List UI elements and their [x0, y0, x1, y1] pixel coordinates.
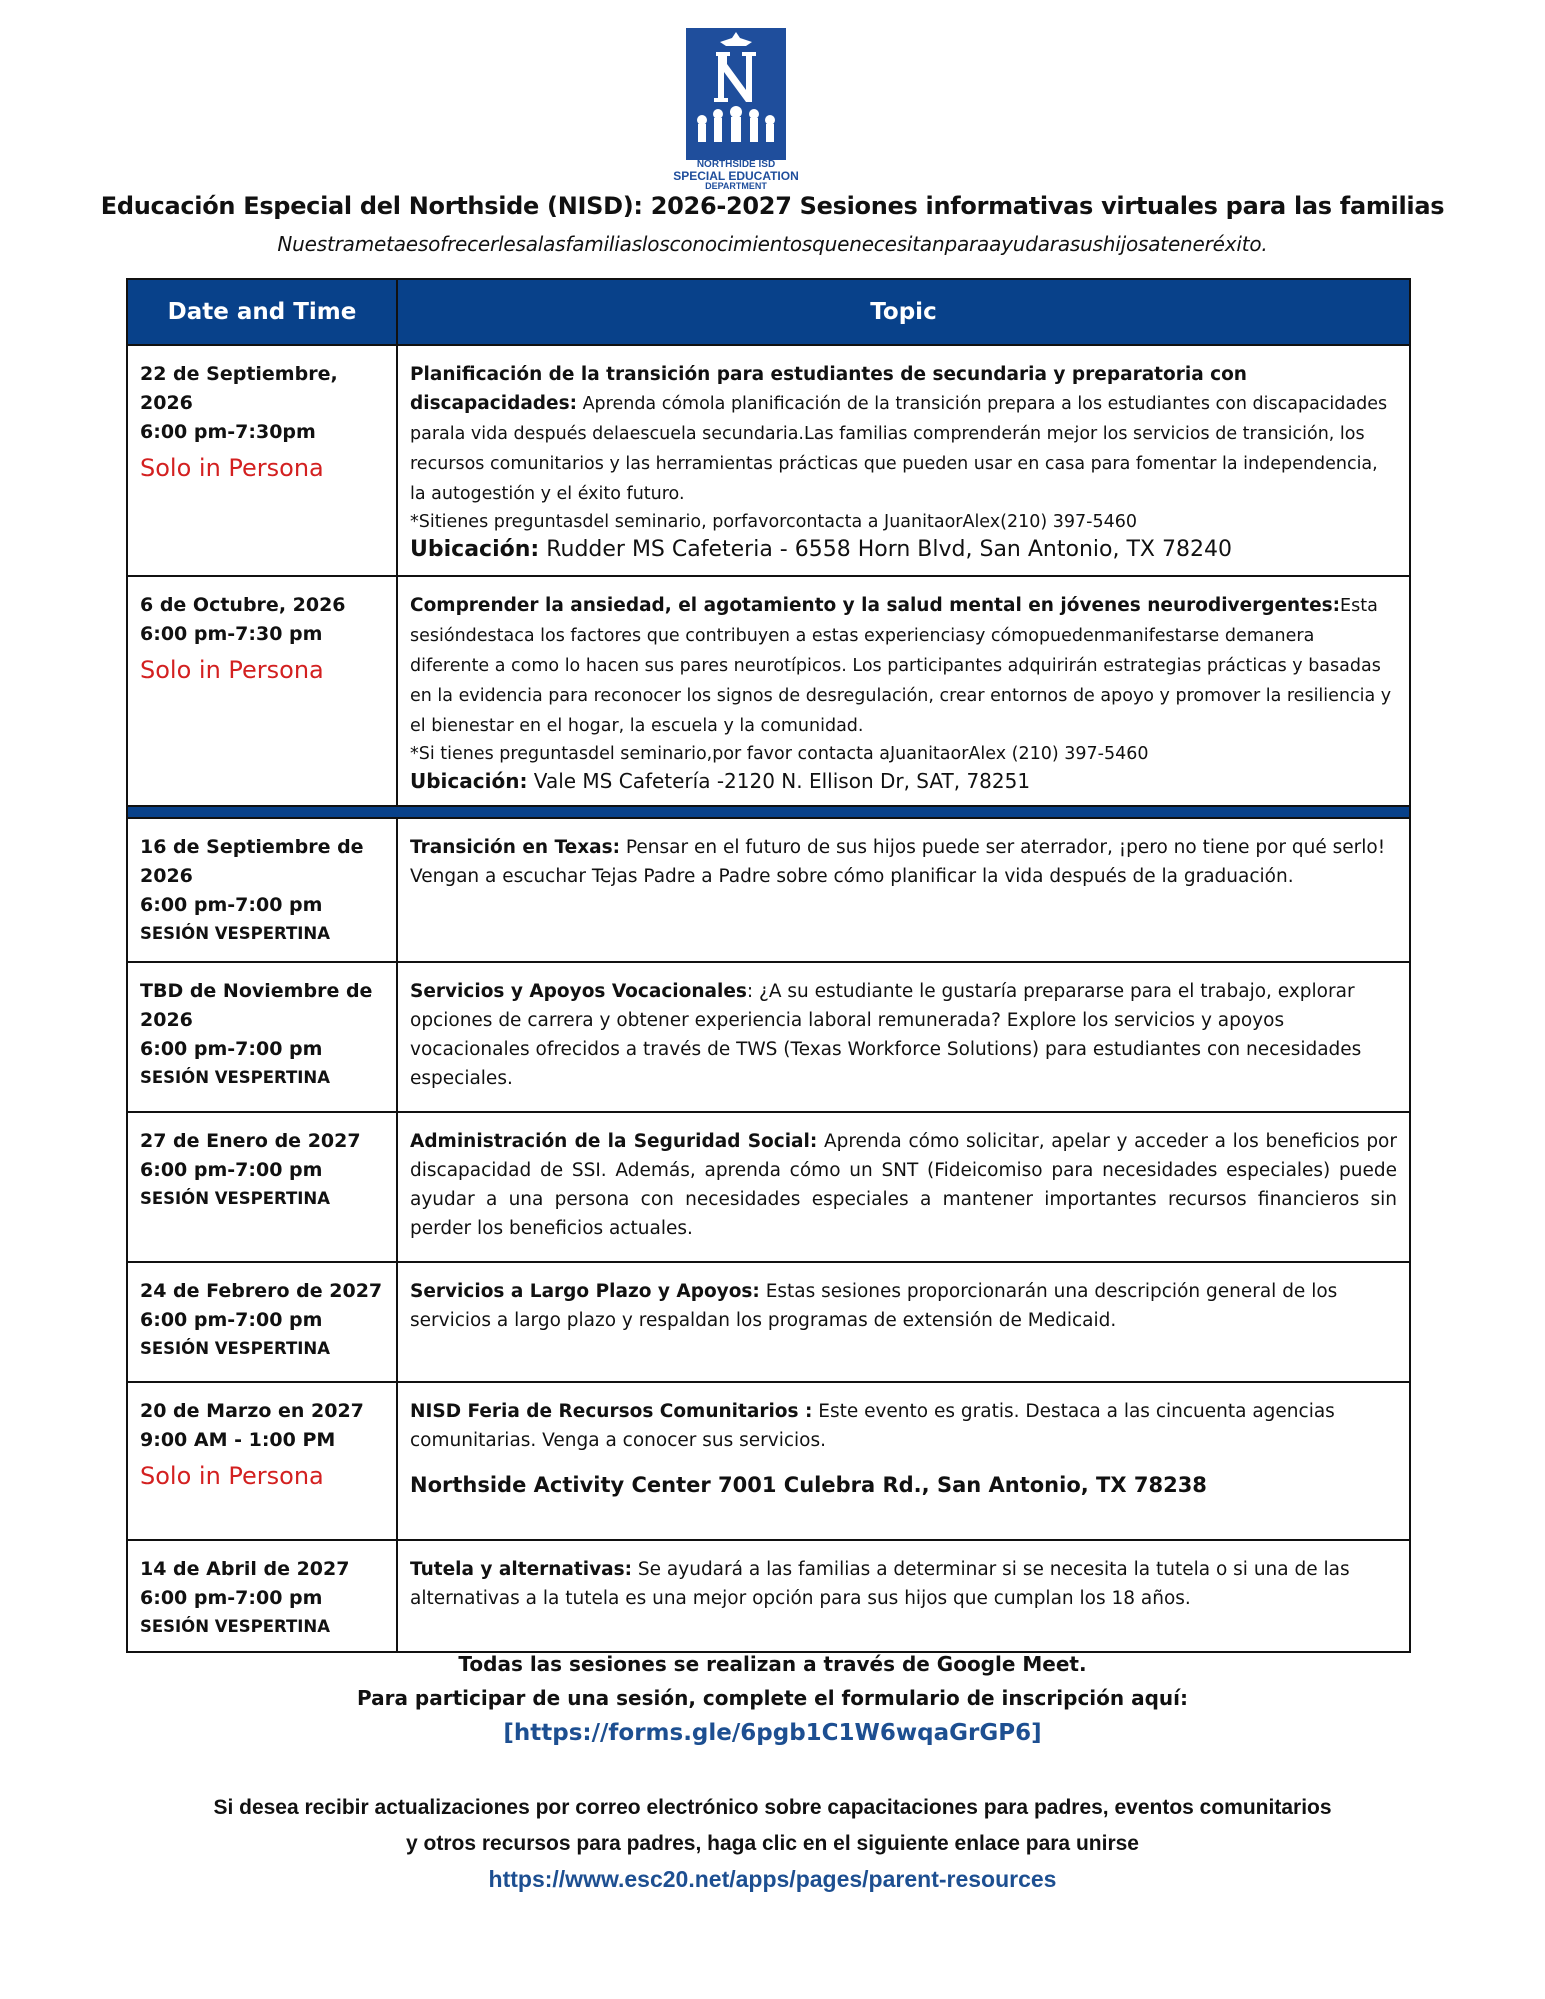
table-header-row	[127, 279, 1410, 345]
topic-cell	[397, 1262, 1410, 1382]
topic-description: Se ayudará a las familias a determinar si se necesita la tutela o si una de las alternativas a la tutela es una mejor opción para sus hijos que cumplan los 18 años.	[410, 1559, 1350, 1609]
topic-description: Aprenda cómola planificación de la transición prepara a los estudiantes con discapacidades parala vida después delaescuela secundaria.Las familias comprenderán mejor los servicios de transición, los recursos comunitarios y las herramientas prácticas que pueden usar en casa para fomentar la independencia, la autogestión y el éxito futuro.	[410, 394, 1388, 504]
topic-cell	[397, 345, 1410, 576]
topic-description: Esta sesióndestaca los factores que contribuyen a estas experienciasy cómopuedenmanifestarse demanera diferente a como lo hacen sus pares neurotípicos. Los participantes adquirirán estrategias prácticas y basadas en la evidencia para reconocer los signos de desregulación, crear entornos de apoyo y promover la resiliencia y el bienestar en el hogar, la escuela y la comunidad.	[410, 596, 1392, 736]
table-row	[127, 1112, 1410, 1262]
contact-note: *Sitienes preguntasdel seminario, porfavorcontacta a JuanitaorAlex(210) 397-5460	[410, 512, 1137, 532]
session-time: 6:00 pm-7:30 pm	[140, 623, 323, 645]
column-header-date: Date and Time	[127, 279, 397, 345]
session-time: 6:00 pm-7:00 pm	[140, 1038, 323, 1060]
section-divider	[127, 806, 1410, 818]
logo-line-2: SPECIAL EDUCATION	[673, 169, 799, 183]
registration-link[interactable]: [https://forms.gle/6pgb1C1W6wqaGrGP6]	[503, 1720, 1042, 1746]
registration-instruction: Para participar de una sesión, complete el formulario de inscripción aquí:	[356, 1686, 1188, 1710]
schedule-table	[126, 278, 1411, 1653]
topic-cell	[397, 576, 1410, 806]
in-person-tag: Solo in Persona	[140, 1462, 324, 1490]
topic-cell	[397, 1382, 1410, 1540]
location-value: Rudder MS Cafeteria - 6558 Horn Blvd, San Antonio, TX 78240	[539, 537, 1232, 562]
date-cell	[127, 576, 397, 806]
location-line	[410, 535, 1397, 565]
topic-title: Servicios a Largo Plazo y Apoyos:	[410, 1281, 760, 1302]
google-meet-note: Todas las sesiones se realizan a través de Google Meet.	[458, 1652, 1087, 1676]
topic-description: Estas sesiones proporcionarán una descripción general de los servicios a largo plazo y respaldan los programas de extensión de Medicaid.	[410, 1281, 1338, 1331]
table-row	[127, 345, 1410, 576]
table-row	[127, 818, 1410, 962]
evening-session-tag: SESIÓN VESPERTINA	[140, 1068, 330, 1087]
evening-session-tag: SESIÓN VESPERTINA	[140, 1617, 330, 1636]
session-date: TBD de Noviembre de 2026	[140, 980, 373, 1031]
evening-session-tag: SESIÓN VESPERTINA	[140, 924, 330, 943]
table-row	[127, 962, 1410, 1112]
session-time: 6:00 pm-7:00 pm	[140, 1159, 323, 1181]
in-person-tag: Solo in Persona	[140, 454, 324, 482]
section-divider-bar	[127, 806, 1410, 818]
session-time: 6:00 pm-7:00 pm	[140, 1587, 323, 1609]
session-time: 9:00 AM - 1:00 PM	[140, 1429, 336, 1451]
session-date: 24 de Febrero de 2027	[140, 1280, 383, 1302]
event-address: Northside Activity Center 7001 Culebra Rd., San Antonio, TX 78238	[410, 1473, 1207, 1497]
topic-title: Administración de la Seguridad Social:	[410, 1131, 818, 1152]
topic-title: NISD Feria de Recursos Comunitarios :	[410, 1401, 813, 1422]
email-updates-text: Si desea recibir actualizaciones por correo electrónico sobre capacitaciones para padres, eventos comunitarios	[213, 1796, 1332, 1819]
contact-note: *Si tienes preguntasdel seminario,por favor contacta aJuanitaorAlex (210) 397-5460	[410, 744, 1149, 764]
in-person-tag: Solo in Persona	[140, 656, 324, 684]
table-row	[127, 1262, 1410, 1382]
topic-cell	[397, 1112, 1410, 1262]
location-label: Ubicación:	[410, 537, 540, 562]
nisd-logo	[666, 28, 806, 191]
email-updates-text-2: y otros recursos para padres, haga clic en el siguiente enlace para unirse	[406, 1832, 1139, 1855]
date-cell	[127, 818, 397, 962]
topic-cell	[397, 818, 1410, 962]
topic-description: : ¿A su estudiante le gustaría prepararse para el trabajo, explorar opciones de carrera y obtener experiencia laboral remunerada? Explore los servicios y apoyos vocacionales ofrecidos a través de TWS (Texas Workforce Solutions) para estudiantes con necesidades especiales.	[410, 981, 1362, 1089]
topic-description: Pensar en el futuro de sus hijos puede ser aterrador, ¡pero no tiene por qué serlo! Vengan a escuchar Tejas Padre a Padre sobre cómo planificar la vida después de la graduación.	[410, 837, 1386, 887]
session-time: 6:00 pm-7:00 pm	[140, 1309, 323, 1331]
date-cell	[127, 1382, 397, 1540]
session-date: 22 de Septiembre, 2026	[140, 363, 338, 414]
page-subtitle: Nuestrametaesofrecerlesalasfamiliaslosconocimientosquenecesitanparaayudarasushijosateneréxito.	[277, 232, 1268, 256]
table-row	[127, 1382, 1410, 1540]
page-title: Educación Especial del Northside (NISD): 2026-2027 Sesiones informativas virtuales para las familias	[100, 192, 1445, 220]
session-date: 16 de Septiembre de 2026	[140, 836, 364, 887]
topic-cell	[397, 962, 1410, 1112]
session-date: 20 de Marzo en 2027	[140, 1400, 364, 1422]
topic-title: Comprender la ansiedad, el agotamiento y la salud mental en jóvenes neurodivergentes:	[410, 595, 1341, 616]
location-line	[410, 767, 1397, 795]
date-cell	[127, 962, 397, 1112]
location-label: Ubicación:	[410, 769, 528, 793]
session-date: 27 de Enero de 2027	[140, 1130, 361, 1152]
parent-resources-link[interactable]: https://www.esc20.net/apps/pages/parent-resources	[488, 1866, 1057, 1892]
evening-session-tag: SESIÓN VESPERTINA	[140, 1339, 330, 1358]
column-header-topic: Topic	[397, 279, 1410, 345]
logo-line-3: DEPARTMENT	[705, 181, 767, 191]
topic-title: Planificación de la transición para estudiantes de secundaria y preparatoria con discapacidades:	[410, 364, 1247, 414]
topic-title: Tutela y alternativas:	[410, 1559, 633, 1580]
topic-title: Transición en Texas:	[410, 837, 621, 858]
topic-description: Aprenda cómo solicitar, apelar y acceder a los beneficios por discapacidad de SSI. Además, aprenda cómo un SNT (Fideicomiso para necesidades especiales) puede ayudar a una persona con necesidades especiales a mantener importantes recursos financieros sin perder los beneficios actuales.	[410, 1131, 1397, 1239]
table-row	[127, 576, 1410, 806]
date-cell	[127, 1112, 397, 1262]
logo-line-1: NORTHSIDE ISD	[696, 159, 776, 170]
table-row	[127, 1540, 1410, 1652]
date-cell	[127, 1262, 397, 1382]
date-cell	[127, 345, 397, 576]
logo-emblem	[686, 28, 786, 160]
session-date: 14 de Abril de 2027	[140, 1558, 350, 1580]
topic-title: Servicios y Apoyos Vocacionales	[410, 981, 747, 1002]
session-time: 6:00 pm-7:30pm	[140, 421, 316, 443]
topic-cell	[397, 1540, 1410, 1652]
evening-session-tag: SESIÓN VESPERTINA	[140, 1189, 330, 1208]
logo-hands-icon	[686, 28, 786, 160]
logo-caption	[666, 160, 806, 191]
topic-description: Este evento es gratis. Destaca a las cincuenta agencias comunitarias. Venga a conocer sus servicios.	[410, 1401, 1335, 1451]
location-value: Vale MS Cafetería -2120 N. Ellison Dr, SAT, 78251	[527, 769, 1031, 793]
session-date: 6 de Octubre, 2026	[140, 594, 346, 616]
session-time: 6:00 pm-7:00 pm	[140, 894, 323, 916]
date-cell	[127, 1540, 397, 1652]
